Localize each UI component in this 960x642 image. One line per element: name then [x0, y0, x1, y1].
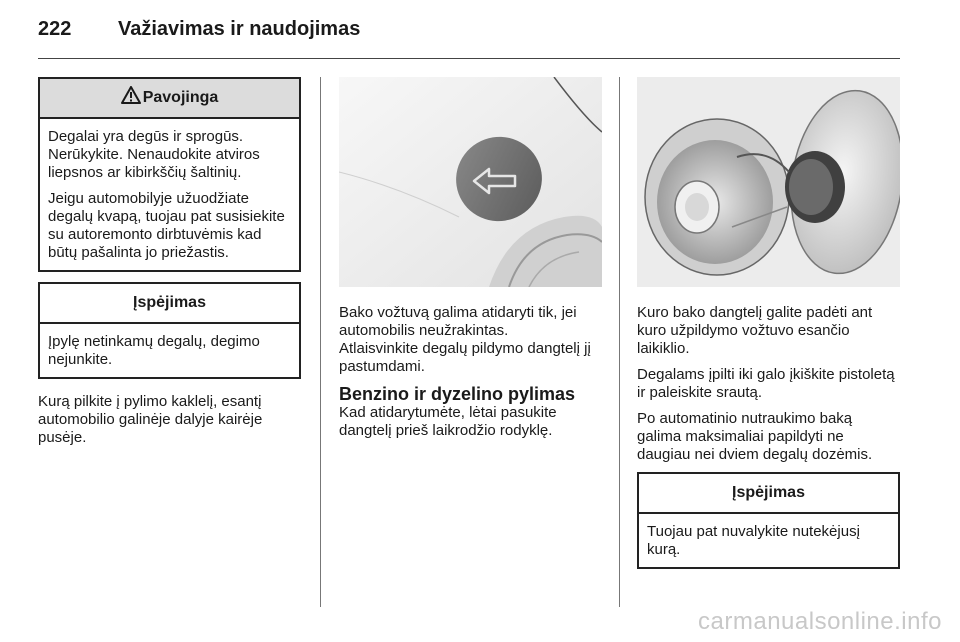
danger-title-text: Pavojinga: [142, 89, 219, 106]
column-left: [38, 77, 301, 455]
caution-text: Tuojau pat nuvalykite nutekėjusį kurą.: [647, 523, 860, 558]
column-right: [637, 77, 900, 569]
nozzle-paragraph: Degalams įpilti iki galo įkiškite pistoletą ir paleiskite srautą.: [637, 366, 895, 401]
fuel-flap-illustration: [339, 77, 602, 287]
caution-text: Įpylę netinkamų degalų, degimo nejunkite.: [48, 333, 260, 368]
header-divider: [38, 58, 900, 59]
column-middle: [339, 77, 602, 448]
topup-paragraph: Po automatinio nutraukimo baką galima maksimaliai papildyti ne daugiau nei dviem degalų dozėmis.: [637, 410, 873, 463]
caution-box-body: [40, 324, 299, 377]
section-subheading: Benzino ir dyzelino pylimas: [339, 384, 576, 404]
caution-box-fuel: [38, 282, 301, 379]
chapter-title: Važiavimas ir naudojimas: [118, 18, 361, 40]
caution-box-spill: [637, 472, 900, 569]
danger-paragraph-2: Jeigu automobilyje užuodžiate degalų kvapą, tuojau pat susisiekite su autoremonto dirbtuvėmis kad būtų pašalinta jo priežastis.: [48, 190, 285, 261]
fuel-cap-illustration: [637, 77, 900, 287]
caution-box-title: Įspėjimas: [40, 284, 299, 324]
fill-location-paragraph: Kurą pilkite į pylimo kaklelį, esantį automobilio galinėje dalyje kairėje pusėje.: [38, 393, 263, 446]
danger-box: [38, 77, 301, 272]
danger-box-body: [40, 119, 299, 270]
danger-paragraph-1: Degalai yra degūs ir sprogūs. Nerūkykite. Nenaudokite atviros liepsnos ar kibirkščių šaltinių.: [48, 128, 260, 181]
column-divider-2: [619, 77, 620, 607]
flap-open-paragraph: Bako vožtuvą galima atidaryti tik, jei automobilis neužrakintas.: [339, 304, 577, 339]
flap-release-paragraph: Atlaisvinkite degalų pildymo dangtelį jį pastumdami.: [339, 340, 591, 375]
caution-box-title: Įspėjimas: [639, 474, 898, 514]
danger-box-title: [40, 79, 299, 119]
cap-holder-paragraph: Kuro bako dangtelį galite padėti ant kuro užpildymo vožtuvo esančio laikiklio.: [637, 304, 873, 357]
page-number: 222: [38, 18, 72, 40]
fuel-flap-image: [339, 77, 602, 287]
warning-triangle-icon: [121, 86, 141, 104]
column-divider-1: [320, 77, 321, 607]
caution-box-body: [639, 514, 898, 567]
watermark: carmanualsonline.info: [698, 608, 942, 635]
cap-turn-paragraph: Kad atidarytumėte, lėtai pasukite dangtelį prieš laikrodžio rodyklę.: [339, 404, 557, 439]
fuel-cap-image: [637, 77, 900, 287]
